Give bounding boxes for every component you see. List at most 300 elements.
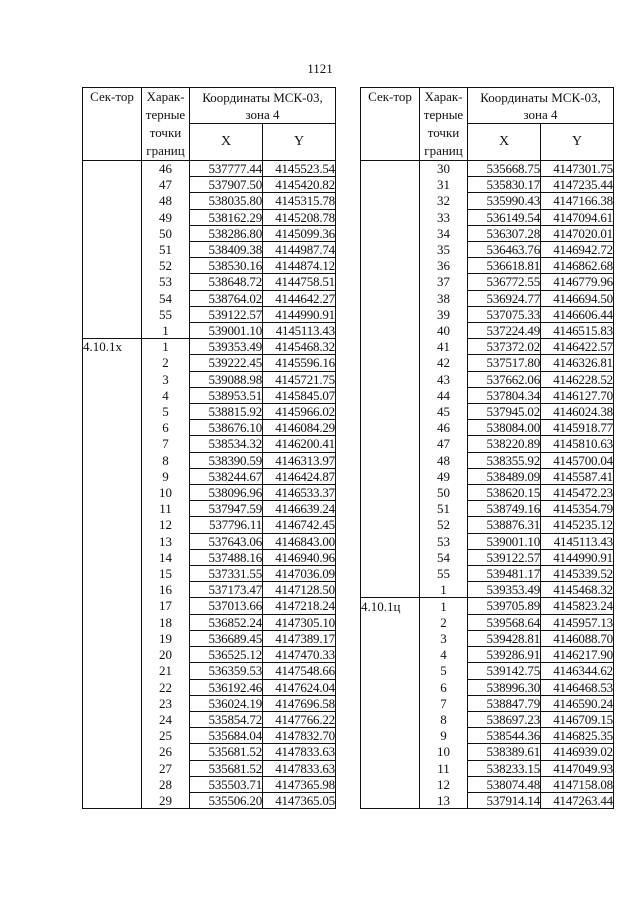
page-number: 1121	[307, 61, 333, 76]
sector-cell	[361, 436, 420, 452]
sector-cell	[361, 728, 420, 744]
sector-cell	[83, 306, 142, 322]
sector-cell	[361, 792, 420, 808]
x-coordinate-cell: 537488.16	[190, 549, 263, 565]
table-row	[361, 695, 614, 711]
point-number-cell: 19	[142, 630, 190, 646]
table-row	[83, 501, 336, 517]
y-coordinate-cell: 4145721.75	[263, 371, 336, 387]
point-number-cell: 5	[142, 404, 190, 420]
sector-cell	[361, 776, 420, 792]
point-number-cell: 13	[142, 533, 190, 549]
x-coordinate-cell: 536463.76	[468, 242, 541, 258]
header-coordinates: Координаты МСК-03, зона 4	[190, 88, 336, 124]
table-row	[83, 436, 336, 452]
coordinates-table-left	[82, 87, 336, 809]
sector-cell	[83, 485, 142, 501]
point-number-cell: 52	[420, 517, 468, 533]
point-number-cell: 20	[142, 647, 190, 663]
sector-cell	[83, 582, 142, 598]
point-number-cell: 54	[420, 549, 468, 565]
table-row	[83, 776, 336, 792]
point-number-cell: 39	[420, 306, 468, 322]
point-number-cell: 53	[142, 274, 190, 290]
table-row	[83, 744, 336, 760]
y-coordinate-cell: 4147365.05	[263, 792, 336, 808]
x-coordinate-cell: 539001.10	[468, 533, 541, 549]
sector-cell	[83, 566, 142, 582]
header-characteristic-points: Харак-терные точки границ	[142, 88, 190, 161]
x-coordinate-cell: 539286.91	[468, 647, 541, 663]
x-coordinate-cell: 535681.52	[190, 760, 263, 776]
point-number-cell: 49	[142, 209, 190, 225]
y-coordinate-cell: 4145468.32	[263, 339, 336, 355]
y-coordinate-cell: 4146088.70	[541, 630, 614, 646]
table-row	[83, 695, 336, 711]
sector-cell	[361, 274, 420, 290]
point-number-cell: 55	[420, 566, 468, 582]
x-coordinate-cell: 535854.72	[190, 711, 263, 727]
x-coordinate-cell: 537173.47	[190, 582, 263, 598]
point-number-cell: 25	[142, 728, 190, 744]
sector-cell	[83, 436, 142, 452]
x-coordinate-cell: 539353.49	[190, 339, 263, 355]
y-coordinate-cell: 4147036.09	[263, 566, 336, 582]
table-row	[83, 760, 336, 776]
point-number-cell: 31	[420, 177, 468, 193]
table-row	[361, 776, 614, 792]
point-number-cell: 5	[420, 663, 468, 679]
table-row	[361, 404, 614, 420]
table-row	[361, 258, 614, 274]
y-coordinate-cell: 4145468.32	[541, 582, 614, 598]
x-coordinate-cell: 538489.09	[468, 468, 541, 484]
point-number-cell: 52	[142, 258, 190, 274]
point-number-cell: 28	[142, 776, 190, 792]
point-number-cell: 9	[420, 728, 468, 744]
point-number-cell: 22	[142, 679, 190, 695]
x-coordinate-cell: 536525.12	[190, 647, 263, 663]
table-row	[83, 355, 336, 371]
y-coordinate-cell: 4145113.43	[263, 323, 336, 339]
x-coordinate-cell: 538847.79	[468, 695, 541, 711]
table-row	[361, 679, 614, 695]
header-x: X	[190, 124, 263, 161]
x-coordinate-cell: 538996.30	[468, 679, 541, 695]
coordinates-table-right	[360, 87, 614, 809]
table-row	[361, 598, 614, 614]
y-coordinate-cell: 4146533.37	[263, 485, 336, 501]
y-coordinate-cell: 4147696.58	[263, 695, 336, 711]
y-coordinate-cell: 4144990.91	[263, 306, 336, 322]
sector-cell	[361, 744, 420, 760]
point-number-cell: 7	[142, 436, 190, 452]
table-row	[83, 728, 336, 744]
sector-cell	[83, 468, 142, 484]
point-number-cell: 50	[142, 225, 190, 241]
y-coordinate-cell: 4146825.35	[541, 728, 614, 744]
y-coordinate-cell: 4145596.16	[263, 355, 336, 371]
sector-cell	[361, 647, 420, 663]
point-number-cell: 47	[142, 177, 190, 193]
x-coordinate-cell: 538233.15	[468, 760, 541, 776]
point-number-cell: 9	[142, 468, 190, 484]
table-row	[361, 177, 614, 193]
point-number-cell: 11	[420, 760, 468, 776]
y-coordinate-cell: 4145208.78	[263, 209, 336, 225]
y-coordinate-cell: 4146468.53	[541, 679, 614, 695]
sector-cell	[83, 792, 142, 808]
point-number-cell: 51	[142, 242, 190, 258]
y-coordinate-cell: 4147218.24	[263, 598, 336, 614]
point-number-cell: 17	[142, 598, 190, 614]
point-number-cell: 55	[142, 306, 190, 322]
y-coordinate-cell: 4147235.44	[541, 177, 614, 193]
sector-cell	[361, 387, 420, 403]
point-number-cell: 53	[420, 533, 468, 549]
x-coordinate-cell: 537777.44	[190, 161, 263, 177]
point-number-cell: 37	[420, 274, 468, 290]
x-coordinate-cell: 537945.02	[468, 404, 541, 420]
point-number-cell: 10	[420, 744, 468, 760]
sector-cell	[361, 161, 420, 177]
table-row	[83, 306, 336, 322]
y-coordinate-cell: 4145823.24	[541, 598, 614, 614]
sector-cell	[361, 306, 420, 322]
sector-cell	[83, 371, 142, 387]
sector-cell	[361, 420, 420, 436]
header-sector: Сек-тор	[361, 88, 420, 161]
header-y: Y	[541, 124, 614, 161]
x-coordinate-cell: 539481.17	[468, 566, 541, 582]
table-row	[361, 209, 614, 225]
header-sector: Сек-тор	[83, 88, 142, 161]
sector-cell	[83, 533, 142, 549]
y-coordinate-cell: 4147128.50	[263, 582, 336, 598]
y-coordinate-cell: 4147263.44	[541, 792, 614, 808]
sector-cell	[361, 549, 420, 565]
sector-cell	[83, 598, 142, 614]
point-number-cell: 44	[420, 387, 468, 403]
x-coordinate-cell: 539568.64	[468, 614, 541, 630]
x-coordinate-cell: 537796.11	[190, 517, 263, 533]
y-coordinate-cell: 4146200.41	[263, 436, 336, 452]
x-coordinate-cell: 538749.16	[468, 501, 541, 517]
x-coordinate-cell: 539142.75	[468, 663, 541, 679]
x-coordinate-cell: 538084.00	[468, 420, 541, 436]
y-coordinate-cell: 4145966.02	[263, 404, 336, 420]
x-coordinate-cell: 536192.46	[190, 679, 263, 695]
sector-cell	[83, 776, 142, 792]
point-number-cell: 16	[142, 582, 190, 598]
y-coordinate-cell: 4144987.74	[263, 242, 336, 258]
x-coordinate-cell: 539088.98	[190, 371, 263, 387]
table-row	[361, 760, 614, 776]
table-row	[361, 647, 614, 663]
point-number-cell: 4	[420, 647, 468, 663]
x-coordinate-cell: 538764.02	[190, 290, 263, 306]
sector-cell	[83, 663, 142, 679]
sector-cell	[83, 161, 142, 177]
header-coordinates: Координаты МСК-03, зона 4	[468, 88, 614, 124]
y-coordinate-cell: 4146424.87	[263, 468, 336, 484]
y-coordinate-cell: 4146862.68	[541, 258, 614, 274]
x-coordinate-cell: 536689.45	[190, 630, 263, 646]
point-number-cell: 33	[420, 209, 468, 225]
sector-cell	[361, 679, 420, 695]
point-number-cell: 35	[420, 242, 468, 258]
table-header	[83, 88, 336, 161]
point-number-cell: 48	[142, 193, 190, 209]
y-coordinate-cell: 4147305.10	[263, 614, 336, 630]
sector-cell	[83, 614, 142, 630]
x-coordinate-cell: 535681.52	[190, 744, 263, 760]
table-row	[83, 209, 336, 225]
sector-cell	[361, 177, 420, 193]
table-row	[83, 533, 336, 549]
x-coordinate-cell: 538544.36	[468, 728, 541, 744]
y-coordinate-cell: 4146942.72	[541, 242, 614, 258]
y-coordinate-cell: 4146127.70	[541, 387, 614, 403]
y-coordinate-cell: 4145113.43	[541, 533, 614, 549]
x-coordinate-cell: 537804.34	[468, 387, 541, 403]
point-number-cell: 6	[142, 420, 190, 436]
x-coordinate-cell: 538530.16	[190, 258, 263, 274]
y-coordinate-cell: 4145099.36	[263, 225, 336, 241]
sector-cell	[361, 242, 420, 258]
table-row	[83, 598, 336, 614]
sector-cell	[361, 258, 420, 274]
table-row	[361, 501, 614, 517]
x-coordinate-cell: 538286.80	[190, 225, 263, 241]
y-coordinate-cell: 4146344.62	[541, 663, 614, 679]
x-coordinate-cell: 538876.31	[468, 517, 541, 533]
point-number-cell: 38	[420, 290, 468, 306]
table-body	[361, 161, 614, 809]
y-coordinate-cell: 4147166.38	[541, 193, 614, 209]
sector-cell	[361, 339, 420, 355]
x-coordinate-cell: 537372.02	[468, 339, 541, 355]
table-row	[361, 728, 614, 744]
x-coordinate-cell: 535830.17	[468, 177, 541, 193]
table-row	[83, 711, 336, 727]
table-row	[361, 371, 614, 387]
point-number-cell: 10	[142, 485, 190, 501]
sector-cell	[83, 760, 142, 776]
y-coordinate-cell: 4146422.57	[541, 339, 614, 355]
sector-cell	[83, 630, 142, 646]
sector-cell	[361, 614, 420, 630]
point-number-cell: 40	[420, 323, 468, 339]
x-coordinate-cell: 537224.49	[468, 323, 541, 339]
sector-cell	[83, 274, 142, 290]
point-number-cell: 43	[420, 371, 468, 387]
point-number-cell: 36	[420, 258, 468, 274]
y-coordinate-cell: 4147833.63	[263, 760, 336, 776]
x-coordinate-cell: 537331.55	[190, 566, 263, 582]
y-coordinate-cell: 4146694.50	[541, 290, 614, 306]
x-coordinate-cell: 539428.81	[468, 630, 541, 646]
sector-cell	[361, 193, 420, 209]
x-coordinate-cell: 535668.75	[468, 161, 541, 177]
point-number-cell: 54	[142, 290, 190, 306]
x-coordinate-cell: 538162.29	[190, 209, 263, 225]
table-row	[361, 792, 614, 808]
x-coordinate-cell: 539122.57	[468, 549, 541, 565]
y-coordinate-cell: 4147020.01	[541, 225, 614, 241]
x-coordinate-cell: 537947.59	[190, 501, 263, 517]
table-row	[361, 614, 614, 630]
point-number-cell: 46	[420, 420, 468, 436]
x-coordinate-cell: 537907.50	[190, 177, 263, 193]
y-coordinate-cell: 4147832.70	[263, 728, 336, 744]
y-coordinate-cell: 4146515.83	[541, 323, 614, 339]
table-row	[361, 663, 614, 679]
point-number-cell: 32	[420, 193, 468, 209]
x-coordinate-cell: 537517.80	[468, 355, 541, 371]
y-coordinate-cell: 4146084.29	[263, 420, 336, 436]
x-coordinate-cell: 538390.59	[190, 452, 263, 468]
y-coordinate-cell: 4147301.75	[541, 161, 614, 177]
table-row	[83, 582, 336, 598]
table-row	[361, 452, 614, 468]
point-number-cell: 26	[142, 744, 190, 760]
y-coordinate-cell: 4147389.17	[263, 630, 336, 646]
header-y: Y	[263, 124, 336, 161]
y-coordinate-cell: 4145354.79	[541, 501, 614, 517]
point-number-cell: 47	[420, 436, 468, 452]
point-number-cell: 8	[420, 711, 468, 727]
y-coordinate-cell: 4146590.24	[541, 695, 614, 711]
table-row	[361, 225, 614, 241]
x-coordinate-cell: 538648.72	[190, 274, 263, 290]
point-number-cell: 27	[142, 760, 190, 776]
sector-cell	[361, 582, 420, 598]
table-row	[83, 371, 336, 387]
sector-cell	[83, 242, 142, 258]
y-coordinate-cell: 4145235.12	[541, 517, 614, 533]
sector-cell	[83, 695, 142, 711]
sector-cell	[83, 711, 142, 727]
point-number-cell: 7	[420, 695, 468, 711]
x-coordinate-cell: 535506.20	[190, 792, 263, 808]
point-number-cell: 12	[142, 517, 190, 533]
sector-cell	[361, 566, 420, 582]
table-body	[83, 161, 336, 809]
point-number-cell: 4	[142, 387, 190, 403]
y-coordinate-cell: 4145315.78	[263, 193, 336, 209]
table-row	[83, 549, 336, 565]
table-row	[361, 533, 614, 549]
x-coordinate-cell: 537013.66	[190, 598, 263, 614]
table-row	[83, 225, 336, 241]
header-characteristic-points: Харак-терные точки границ	[420, 88, 468, 161]
table-row	[83, 387, 336, 403]
sector-cell: 4.10.1ц	[361, 598, 420, 614]
point-number-cell: 3	[142, 371, 190, 387]
point-number-cell: 21	[142, 663, 190, 679]
y-coordinate-cell: 4146709.15	[541, 711, 614, 727]
point-number-cell: 1	[420, 582, 468, 598]
point-number-cell: 6	[420, 679, 468, 695]
y-coordinate-cell: 4144990.91	[541, 549, 614, 565]
sector-cell	[83, 452, 142, 468]
y-coordinate-cell: 4146217.90	[541, 647, 614, 663]
point-number-cell: 46	[142, 161, 190, 177]
point-number-cell: 1	[142, 339, 190, 355]
y-coordinate-cell: 4146313.97	[263, 452, 336, 468]
point-number-cell: 42	[420, 355, 468, 371]
x-coordinate-cell: 539001.10	[190, 323, 263, 339]
x-coordinate-cell: 536359.53	[190, 663, 263, 679]
y-coordinate-cell: 4146779.96	[541, 274, 614, 290]
point-number-cell: 23	[142, 695, 190, 711]
x-coordinate-cell: 538096.96	[190, 485, 263, 501]
x-coordinate-cell: 538409.38	[190, 242, 263, 258]
table-row	[83, 339, 336, 355]
table-row	[361, 242, 614, 258]
table-row	[83, 177, 336, 193]
sector-cell	[361, 711, 420, 727]
table-row	[361, 485, 614, 501]
table-row	[83, 647, 336, 663]
y-coordinate-cell: 4146939.02	[541, 744, 614, 760]
table-row	[361, 274, 614, 290]
y-coordinate-cell: 4145587.41	[541, 468, 614, 484]
table-row	[83, 258, 336, 274]
point-number-cell: 41	[420, 339, 468, 355]
table-row	[361, 744, 614, 760]
point-number-cell: 8	[142, 452, 190, 468]
sector-cell	[83, 728, 142, 744]
table-row	[361, 420, 614, 436]
y-coordinate-cell: 4145700.04	[541, 452, 614, 468]
y-coordinate-cell: 4144758.51	[263, 274, 336, 290]
table-row	[83, 485, 336, 501]
point-number-cell: 15	[142, 566, 190, 582]
sector-cell	[361, 533, 420, 549]
point-number-cell: 1	[142, 323, 190, 339]
x-coordinate-cell: 538389.61	[468, 744, 541, 760]
y-coordinate-cell: 4147624.04	[263, 679, 336, 695]
table-row	[361, 566, 614, 582]
table-row	[83, 420, 336, 436]
x-coordinate-cell: 538534.32	[190, 436, 263, 452]
sector-cell	[83, 517, 142, 533]
x-coordinate-cell: 536618.81	[468, 258, 541, 274]
sector-cell	[361, 630, 420, 646]
sector-cell	[83, 225, 142, 241]
table-row	[361, 306, 614, 322]
y-coordinate-cell: 4147766.22	[263, 711, 336, 727]
y-coordinate-cell: 4145523.54	[263, 161, 336, 177]
sector-cell	[361, 760, 420, 776]
table-row	[361, 517, 614, 533]
sector-cell	[361, 695, 420, 711]
table-row	[361, 711, 614, 727]
table-header	[361, 88, 614, 161]
point-number-cell: 34	[420, 225, 468, 241]
y-coordinate-cell: 4147094.61	[541, 209, 614, 225]
sector-cell	[361, 517, 420, 533]
table-row	[361, 549, 614, 565]
sector-cell	[83, 679, 142, 695]
y-coordinate-cell: 4145810.63	[541, 436, 614, 452]
table-row	[83, 161, 336, 177]
point-number-cell: 1	[420, 598, 468, 614]
x-coordinate-cell: 539705.89	[468, 598, 541, 614]
point-number-cell: 51	[420, 501, 468, 517]
